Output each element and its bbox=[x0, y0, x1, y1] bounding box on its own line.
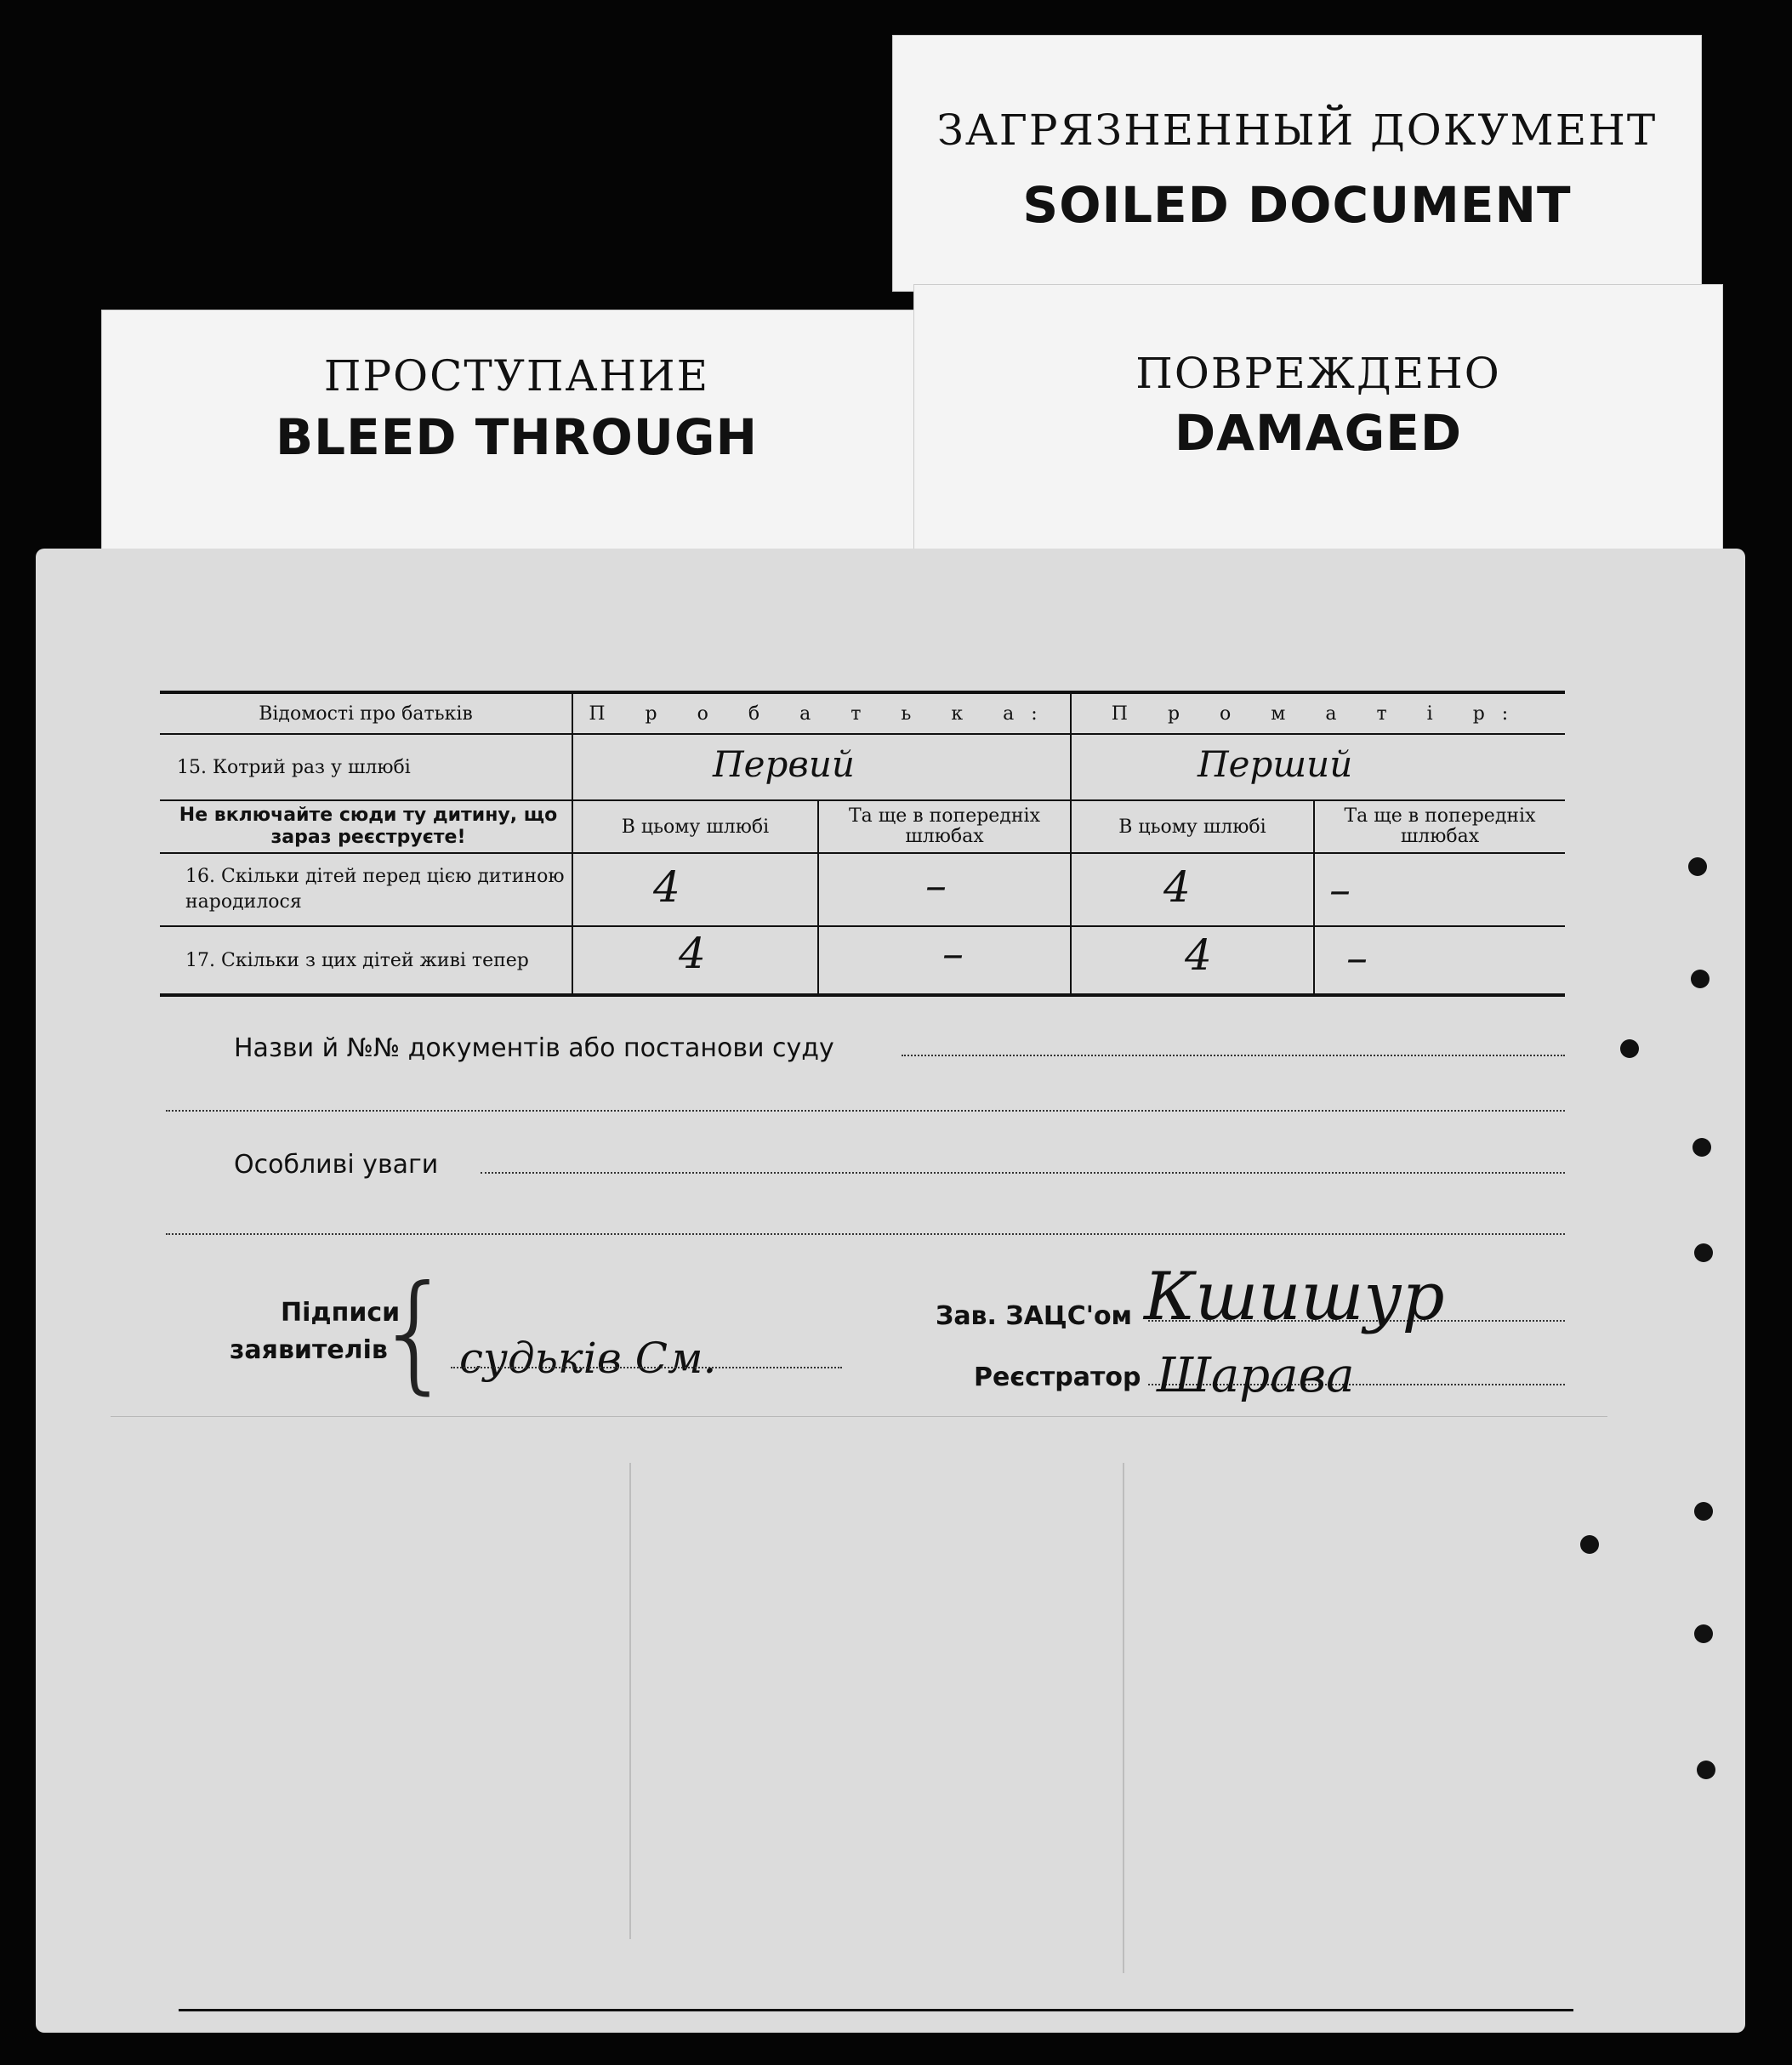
soiled-label-en: SOILED DOCUMENT bbox=[1022, 176, 1572, 234]
row17-father-previous: – bbox=[942, 929, 964, 978]
punch-hole bbox=[1694, 1624, 1713, 1643]
row17-mother-previous: – bbox=[1346, 933, 1368, 982]
documents-label: Назви й №№ документів або постанови суду bbox=[234, 1033, 834, 1063]
documents-line bbox=[166, 1110, 1565, 1112]
signatures-brace: { bbox=[374, 1259, 456, 1407]
bleed-label-ru: ПРОСТУПАНИЕ bbox=[323, 351, 710, 401]
row17-label: 17. Скільки з цих дітей живі тепер bbox=[185, 949, 529, 971]
bleed-through-line bbox=[111, 1416, 1607, 1417]
punch-hole bbox=[1694, 1502, 1713, 1521]
parents-table bbox=[160, 691, 1565, 997]
header-parents-info: Відомості про батьків bbox=[259, 703, 473, 725]
registrar-label: Реєстратор bbox=[974, 1362, 1141, 1392]
remarks-line bbox=[481, 1172, 1565, 1174]
damaged-label-en: DAMAGED bbox=[1174, 404, 1462, 462]
head-label: Зав. ЗАЦС'ом bbox=[936, 1301, 1133, 1331]
punch-hole bbox=[1620, 1039, 1639, 1058]
row15-father-value: Первий bbox=[713, 743, 855, 785]
bleed-through-label bbox=[102, 310, 931, 549]
row16-father-current: 4 bbox=[653, 862, 680, 912]
remarks-label: Особливі уваги bbox=[234, 1150, 439, 1180]
applicant-signature: судьків См. bbox=[459, 1334, 717, 1383]
head-signature: Кшишур bbox=[1144, 1259, 1445, 1335]
signatures-label: Підписи bbox=[281, 1298, 401, 1328]
punch-hole bbox=[1691, 970, 1710, 988]
registrar-signature: Шарава bbox=[1157, 1348, 1355, 1403]
row15-label: 15. Котрий раз у шлюбі bbox=[177, 756, 411, 778]
bleed-through-line bbox=[629, 1463, 631, 1939]
soiled-label-ru: ЗАГРЯЗНЕННЫЙ ДОКУМЕНТ bbox=[936, 105, 1658, 155]
damaged-label bbox=[914, 285, 1722, 549]
row17-mother-current: 4 bbox=[1185, 930, 1212, 980]
mother-previous-marriages-header: Та ще в попередніх шлюбах bbox=[1344, 805, 1536, 847]
signatures-label: заявителів bbox=[230, 1335, 388, 1365]
punch-hole bbox=[1697, 1761, 1715, 1779]
soiled-document-label bbox=[893, 36, 1701, 291]
row16-mother-previous: – bbox=[1329, 865, 1351, 914]
bottom-rule bbox=[179, 2009, 1573, 2011]
punch-hole bbox=[1694, 1243, 1713, 1262]
bleed-label-en: BLEED THROUGH bbox=[275, 408, 759, 466]
punch-hole bbox=[1580, 1535, 1599, 1554]
row16-father-previous: – bbox=[925, 861, 947, 910]
mother-current-marriage-header: В цьому шлюбі bbox=[1118, 816, 1266, 838]
bleed-through-line bbox=[1123, 1463, 1124, 1973]
header-father: П р о б а т ь к а: bbox=[589, 703, 1055, 725]
remarks-line bbox=[166, 1233, 1565, 1235]
row16-mother-current: 4 bbox=[1163, 862, 1191, 912]
header-mother: П р о м а т і р: bbox=[1111, 703, 1526, 725]
father-previous-marriages-header: Та ще в попередніх шлюбах bbox=[849, 805, 1040, 847]
damaged-label-ru: ПОВРЕЖДЕНО bbox=[1135, 349, 1501, 398]
row-note-label: Не включайте сюди ту дитину, що зараз реєструєте! bbox=[179, 805, 558, 848]
punch-hole bbox=[1692, 1138, 1711, 1157]
applicant-signature-line bbox=[451, 1367, 842, 1368]
documents-line bbox=[902, 1055, 1565, 1056]
row15-mother-value: Перший bbox=[1198, 743, 1353, 785]
punch-hole bbox=[1688, 857, 1707, 876]
father-current-marriage-header: В цьому шлюбі bbox=[621, 816, 770, 838]
row16-label: 16. Скільки дітей перед цією дитиною народилося bbox=[185, 866, 565, 913]
row17-father-current: 4 bbox=[679, 929, 706, 978]
